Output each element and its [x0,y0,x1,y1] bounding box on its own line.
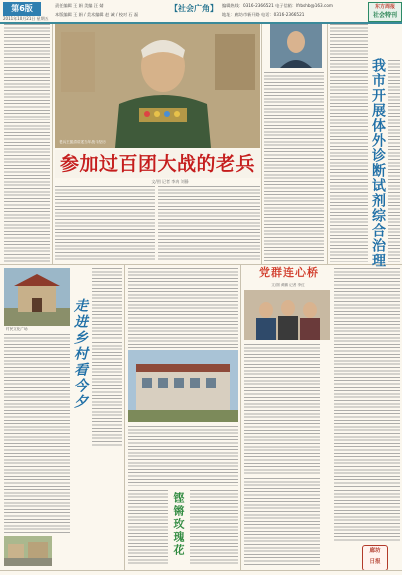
party-box-text [244,344,320,474]
old-soldier-photo [55,24,260,148]
logo-top-text: 东方周报 [374,4,395,10]
left-editor-line: 责任编辑 王 娟 美编 汪 婧 [55,3,104,8]
right-story-title: 我市开展体外诊断试剂综合治理 [370,58,386,268]
photo-caption: 老兵王振清讲述当年战斗经历 [59,140,106,144]
middle-right-text [264,72,324,262]
village-gate-photo [4,268,70,326]
email-line: 编辑热线：0316-2366521 电子信箱：lfrbshb@163.com [222,3,333,8]
rural-story-text-3 [92,342,122,446]
column-divider [240,264,241,570]
bottom-story-text-2 [190,490,238,566]
party-meeting-photo [244,290,330,340]
party-box-title [243,265,335,281]
row-divider [0,264,402,265]
rural-story-text [4,334,70,534]
column-divider [52,24,53,264]
issue-date: 2011年10月21日 星期五 [3,16,49,21]
village-street-photo [4,536,52,566]
main-headline: 参加过百团大战的老兵 [55,150,260,178]
logo-bottom-text: 社会特刊 [372,12,397,19]
right-story-text [330,60,368,262]
column-divider [124,264,125,570]
column-divider [327,24,328,264]
left-column-text-2 [4,122,50,262]
right-story-intro [330,24,368,58]
rural-story-title: 走进乡村看今夕 [72,298,88,410]
party-box-title-text: 党群连心桥 [259,266,319,279]
center-story-text-2 [128,426,238,486]
main-story-text-2 [158,186,260,262]
right-lower-text-2 [334,490,400,542]
seal-line-1: 廊坊 [369,548,381,554]
editor-line: 本版编辑 王 娟 / 美术编辑 赵 诚 / 校对 石 磊 [55,12,139,17]
paper-seal [362,545,388,571]
bottom-story-title: 铿锵玫瑰花 [172,492,185,557]
paper-logo [368,2,402,22]
right-lower-text [334,268,400,488]
building-photo [128,350,238,422]
party-box-text-2 [244,478,320,566]
seal-line-2: 日报 [369,559,381,565]
main-byline: 文/图 记者 李冉 刘静 [151,179,189,184]
page-header [0,0,402,24]
column-divider [261,24,262,264]
right-story-text-2 [388,60,400,262]
page-footer [0,570,402,575]
rural-story-text-2 [92,268,122,340]
bottom-story-text [128,490,168,566]
section-title: 【社会广角】 [170,3,218,13]
issue-label: 第6版 [3,2,41,16]
center-story-text [128,268,238,348]
portrait-photo [270,24,322,68]
main-story-text [55,186,155,262]
party-box-subtitle: 文/图 黄鹏 记者 李红 [271,283,305,287]
left-column-text [4,24,50,120]
address-line: 地址：廊坊市新开路 电话：0316-2366521 [222,12,305,17]
rural-caption: 村民文化广场 [6,327,28,331]
